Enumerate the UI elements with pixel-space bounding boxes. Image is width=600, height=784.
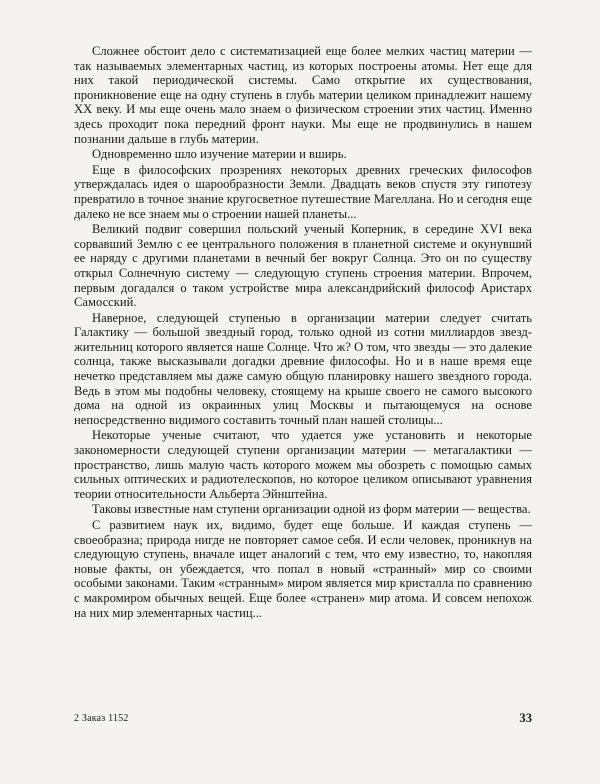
printer-signature: 2 Заказ 1152 [74,713,129,724]
paragraph: Еще в философских прозрениях некоторых древних греческих философов утверждалась идея о шарообразности Земли. Двадцать веков спустя эту гипотезу превратило в точное знание кругосветное путешествие Магеллана. Но и сегодня еще далеко не все знаем мы о строении нашей планеты... [74,162,532,221]
paragraph: Наверное, следующей ступенью в организации материи следует считать Галактику — большой звездный город, только одной из сотни миллиардов звезд-жительниц которого является наше Солнце. Что ж? О том, что звезды — это далекие солнца, также высказывали догадки древние философы. Но и в наше время еще нечетко представляем мы даже самую общую планировку нашего звездного города. Ведь в этом мы подобны человеку, стоящему на крыше своего не самого высокого дома на одной из окраинных улиц Москвы и пытающемуся на основе непосредственно видимого составить точный план нашей столицы... [74,310,532,427]
page-number: 33 [519,711,532,725]
paragraph: С развитием наук их, видимо, будет еще больше. И каждая ступень — своеобразна; природа нигде не повторяет самое себя. И если человек, проникнув на следующую ступень, вначале ищет аналогий с тем, что ему известно, то, накопляя новые факты, он убеждается, что попал в новый «странный» мир со своими особыми законами. Таким «странным» миром является мир кристалла по сравнению с макромиром обычных вещей. Еще более «странен» мир атома. И совсем непохож на них мир элементарных частиц... [74,518,532,620]
paragraph: Некоторые ученые считают, что удается уже установить и некоторые закономерности следующей ступени организации материи — метагалактики — пространство, лишь малую часть которого можем мы обозреть с помощью самых сильных оптических и радиотелескопов, но которое целиком описывают уравнения теории относительности Альберта Эйнштейна. [74,428,532,501]
page-footer [74,713,532,729]
page-body [74,44,532,620]
paragraph: Таковы известные нам ступени организации одной из форм материи — вещества. [92,502,531,517]
paragraph: Великий подвиг совершил польский ученый Коперник, в середине XVI века сорвавший Землю с ее центрального положения в планетной системе и окунувший ее наряду с другими планетами в вечный бег вокруг Солнца. Это он по существу открыл Солнечную систему — следующую ступень строения материи. Впрочем, первым догадался о таком устройстве мира александрийский философ Аристарх Самосский. [74,222,532,310]
paragraph: Одновременно шло изучение материи и вширь. [92,147,347,162]
paragraph: Сложнее обстоит дело с систематизацией еще более мелких частиц материи — так называемых элементарных частиц, из которых построены атомы. Нет еще для них такой периодической системы. Само открытие их существования, проникновение еще на одну ступень в глубь материи целиком принадлежит нашему XX веку. И мы еще очень мало знаем о физическом строении этих частиц. Именно здесь проходит пока передний фронт науки. Мы еще не продвинулись в нашем познании дальше в глубь материи. [74,44,532,146]
